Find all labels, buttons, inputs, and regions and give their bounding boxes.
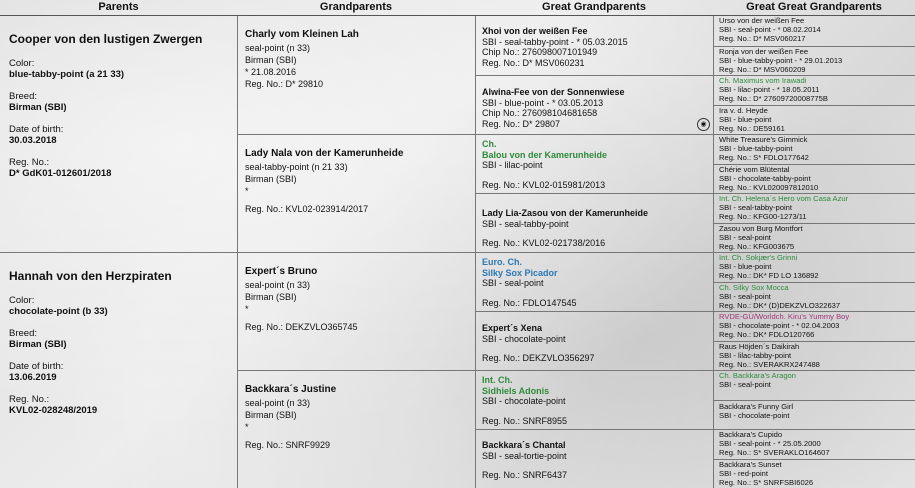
header-grandparents: Grandparents xyxy=(237,0,475,16)
grandparent-color: seal-point (n 33) xyxy=(245,398,311,408)
ggg-line: SBI - blue-tabby-point xyxy=(719,143,793,153)
ggg-line: Reg. No.: D* MSV060209 xyxy=(719,64,806,74)
header-great-grandparents: Great Grandparents xyxy=(475,0,713,16)
grandparent-reg: Reg. No.: KVL02-023914/2017 xyxy=(245,204,369,214)
ggg-line: SBI - blue-point xyxy=(719,114,772,124)
ggg-line: Reg. No.: KFG003675 xyxy=(719,241,795,251)
ggg-line: Reg. No.: DE59161 xyxy=(719,123,785,133)
grandparent-name: Expert´s Bruno xyxy=(245,266,318,277)
ggg-name: Ch. Backkara's Aragon xyxy=(719,371,797,380)
ggg-line: Reg. No.: D* 27609720008775B xyxy=(719,93,828,103)
gg-name: Sidhiels Adonis xyxy=(482,385,550,396)
gg-line: SBI - chocolate-point xyxy=(482,396,566,406)
ggg-card xyxy=(714,429,915,459)
gg-name: Lady Lia-Zasou von der Kamerunheide xyxy=(482,208,649,218)
gg-line: Reg. No.: SNRF6437 xyxy=(482,470,568,480)
ggg-name: Urso von der weißen Fee xyxy=(719,16,805,25)
ggg-line: SBI - blue-point xyxy=(719,261,772,271)
ggg-line: SBI - chocolate-point - * 02.04.2003 xyxy=(719,320,840,330)
gg-line: Chip No.: 276098104681658 xyxy=(482,108,598,118)
gg-line: Reg. No.: KVL02-021738/2016 xyxy=(482,238,606,248)
ggg-card xyxy=(714,370,915,400)
ggg-line: SBI - seal-point xyxy=(719,291,771,301)
gg-title: Euro. Ch. xyxy=(482,257,522,267)
ggg-card xyxy=(714,16,915,46)
ggg-line: Reg. No.: KFG00-1273/11 xyxy=(719,211,807,221)
great-grandparent-card xyxy=(476,193,713,252)
great-grandparent-card xyxy=(476,252,713,311)
gg-name: Alwina-Fee von der Sonnenwiese xyxy=(482,87,625,97)
ggg-card xyxy=(714,193,915,223)
gg-line: SBI - chocolate-point xyxy=(482,333,566,344)
ggg-card xyxy=(714,282,915,311)
color-value: chocolate-point (b 33) xyxy=(9,306,108,317)
reg-value: KVL02-028248/2019 xyxy=(9,405,98,416)
ggg-name: Ch. Silky Sox Mocca xyxy=(719,283,789,292)
ggg-name: White Treasure's Gimmick xyxy=(719,135,808,144)
grandparent-breed: Birman (SBI) xyxy=(245,55,297,65)
ggg-name: Int. Ch. Sokjær's Grinni xyxy=(719,253,798,262)
breed-value: Birman (SBI) xyxy=(9,102,67,113)
ggg-line: Reg. No.: DK* FDLO120766 xyxy=(719,329,815,339)
ggg-line: Reg. No.: DK* (D)DEKZVLO322637 xyxy=(719,300,841,310)
ggg-card xyxy=(714,75,915,105)
ggg-name: Backkara's Cupido xyxy=(719,430,783,439)
grandparent-card xyxy=(238,252,475,370)
grandparent-dob: * xyxy=(245,186,249,196)
grandparent-breed: Birman (SBI) xyxy=(245,410,297,420)
ggg-name: Int. Ch. Helena´s Hero vom Casa Azur xyxy=(719,194,849,203)
ggg-name: Zasou von Burg Montfort xyxy=(719,224,803,233)
ggg-line: Reg. No.: S* SVERAKLO164607 xyxy=(719,447,830,457)
grandparent-reg: Reg. No.: SNRF9929 xyxy=(245,440,331,450)
ggg-card xyxy=(714,134,915,164)
parent-sire xyxy=(0,16,237,252)
grandparent-dob: * 21.08.2016 xyxy=(245,67,297,77)
color-value: blue-tabby-point (a 21 33) xyxy=(9,69,125,80)
dob-label: Date of birth: xyxy=(9,361,64,372)
grandparent-name: Charly vom Kleinen Lah xyxy=(245,29,359,40)
ggg-line: SBI - blue-tabby-point - * 29.01.2013 xyxy=(719,55,843,65)
grandparent-breed: Birman (SBI) xyxy=(245,292,297,302)
ggg-line: SBI - seal-point xyxy=(719,232,771,242)
gg-name: Expert´s Xena xyxy=(482,323,543,333)
ggg-line: SBI - seal-point xyxy=(719,379,771,389)
parent-name: Hannah von den Herzpiraten xyxy=(9,269,172,283)
grandparent-dob: * xyxy=(245,422,249,432)
ggg-name: Chérie vom Blütental xyxy=(719,165,790,174)
gg-line: SBI - seal-tabby-point - * 05.03.2015 xyxy=(482,36,628,47)
grandparent-color: seal-point (n 33) xyxy=(245,280,311,290)
header-great-great-grandparents: Great Great Grandparents xyxy=(713,0,915,16)
chip-icon: ◉ xyxy=(697,118,710,131)
gg-name: Silky Sox Picador xyxy=(482,267,558,278)
ggg-name: Raus Höjden´s Daikirah xyxy=(719,342,800,351)
grandparent-card xyxy=(238,16,475,134)
great-grandparent-card xyxy=(476,134,713,193)
parent-name: Cooper von den lustigen Zwergen xyxy=(9,32,203,46)
ggg-name: Backkara's Funny Girl xyxy=(719,402,794,411)
ggg-card xyxy=(714,223,915,252)
ggg-line: SBI - seal-tabby-point xyxy=(719,202,793,212)
gg-line: Reg. No.: DEKZVLO356297 xyxy=(482,353,595,363)
breed-value: Birman (SBI) xyxy=(9,339,67,350)
ggg-line: SBI - seal-point - * 08.02.2014 xyxy=(719,24,821,34)
ggg-card xyxy=(714,105,915,134)
great-grandparent-card xyxy=(476,16,713,75)
ggg-line: SBI - chocolate-tabby-point xyxy=(719,173,811,183)
reg-label: Reg. No.: xyxy=(9,157,50,168)
dob-value: 13.06.2019 xyxy=(9,372,57,383)
great-grandparent-card xyxy=(476,370,713,429)
gg-name: Balou von der Kamerunheide xyxy=(482,149,608,160)
great-grandparent-card xyxy=(476,429,713,488)
gg-line: Reg. No.: SNRF8955 xyxy=(482,415,568,426)
ggg-card xyxy=(714,164,915,193)
ggg-line: Reg. No.: SVERAKRX247488 xyxy=(719,359,820,369)
ggg-card xyxy=(714,46,915,75)
ggg-line: Reg. No.: KVL020097812010 xyxy=(719,182,819,192)
reg-value: D* GdK01-012601/2018 xyxy=(9,168,112,179)
ggg-line: SBI - red-point xyxy=(719,468,768,478)
ggg-name: Ira v. d. Heyde xyxy=(719,106,768,115)
great-grandparent-card xyxy=(476,311,713,370)
ggg-name: Backkara's Sunset xyxy=(719,460,782,469)
ggg-line: SBI - chocolate-point xyxy=(719,410,790,420)
parent-dam xyxy=(0,252,237,488)
gg-line: SBI - seal-point xyxy=(482,278,544,288)
ggg-line: SBI - lilac-point - * 18.05.2011 xyxy=(719,84,820,94)
gg-line: Chip No.: 276098007101949 xyxy=(482,47,598,57)
ggg-line: Reg. No.: S* FDLO177642 xyxy=(719,152,809,162)
ggg-card xyxy=(714,311,915,341)
ggg-card xyxy=(714,400,915,429)
grandparent-dob: * xyxy=(245,304,249,314)
gg-title: Ch. xyxy=(482,139,497,149)
ggg-name: Ch. Maximus vom Irawadi xyxy=(719,76,807,85)
ggg-card xyxy=(714,252,915,282)
ggg-card xyxy=(714,341,915,370)
ggg-line: Reg. No.: D* MSV060217 xyxy=(719,33,806,43)
grandparent-name: Backkara´s Justine xyxy=(245,384,337,395)
color-label: Color: xyxy=(9,58,35,69)
ggg-name: RVDE-GÜ/Worldch. Kiru's Yummy Boy xyxy=(719,312,850,321)
ggg-line: SBI - lilac-tabby-point xyxy=(719,350,792,360)
gg-line: SBI - blue-point - * 03.05.2013 xyxy=(482,97,604,108)
grandparent-name: Lady Nala von der Kamerunheide xyxy=(245,148,404,159)
breed-label: Breed: xyxy=(9,328,37,339)
dob-value: 30.03.2018 xyxy=(9,135,57,146)
dob-label: Date of birth: xyxy=(9,124,64,135)
ggg-line: Reg. No.: S* SNRFSBI6026 xyxy=(719,477,814,487)
gg-line: SBI - lilac-point xyxy=(482,160,543,170)
grandparent-reg: Reg. No.: D* 29810 xyxy=(245,79,324,89)
gg-line: SBI - seal-tabby-point xyxy=(482,218,569,229)
gg-line: Reg. No.: D* 29807 xyxy=(482,118,561,129)
color-label: Color: xyxy=(9,295,35,306)
ggg-line: Reg. No.: DK* FD LO 136892 xyxy=(719,270,819,280)
gg-line: Reg. No.: KVL02-015981/2013 xyxy=(482,179,606,190)
grandparent-breed: Birman (SBI) xyxy=(245,174,297,184)
grandparent-card xyxy=(238,134,475,252)
ggg-card xyxy=(714,459,915,488)
gg-name: Backkara´s Chantal xyxy=(482,440,566,450)
grandparent-reg: Reg. No.: DEKZVLO365745 xyxy=(245,322,358,332)
header-parents: Parents xyxy=(0,0,237,16)
breed-label: Breed: xyxy=(9,91,37,102)
gg-name: Xhoi von der weißen Fee xyxy=(482,26,588,36)
reg-label: Reg. No.: xyxy=(9,394,50,405)
gg-line: Reg. No.: D* MSV060231 xyxy=(482,57,585,68)
grandparent-card xyxy=(238,370,475,488)
gg-line: Reg. No.: FDLO147545 xyxy=(482,297,577,308)
grandparent-color: seal-tabby-point (n 21 33) xyxy=(245,162,348,172)
ggg-line: SBI - seal-point - * 25.05.2000 xyxy=(719,438,821,448)
gg-title: Int. Ch. xyxy=(482,375,513,385)
ggg-name: Ronja von der weißen Fee xyxy=(719,47,809,56)
great-grandparent-card xyxy=(476,75,713,134)
grandparent-color: seal-point (n 33) xyxy=(245,43,311,53)
gg-line: SBI - seal-tortie-point xyxy=(482,450,567,461)
